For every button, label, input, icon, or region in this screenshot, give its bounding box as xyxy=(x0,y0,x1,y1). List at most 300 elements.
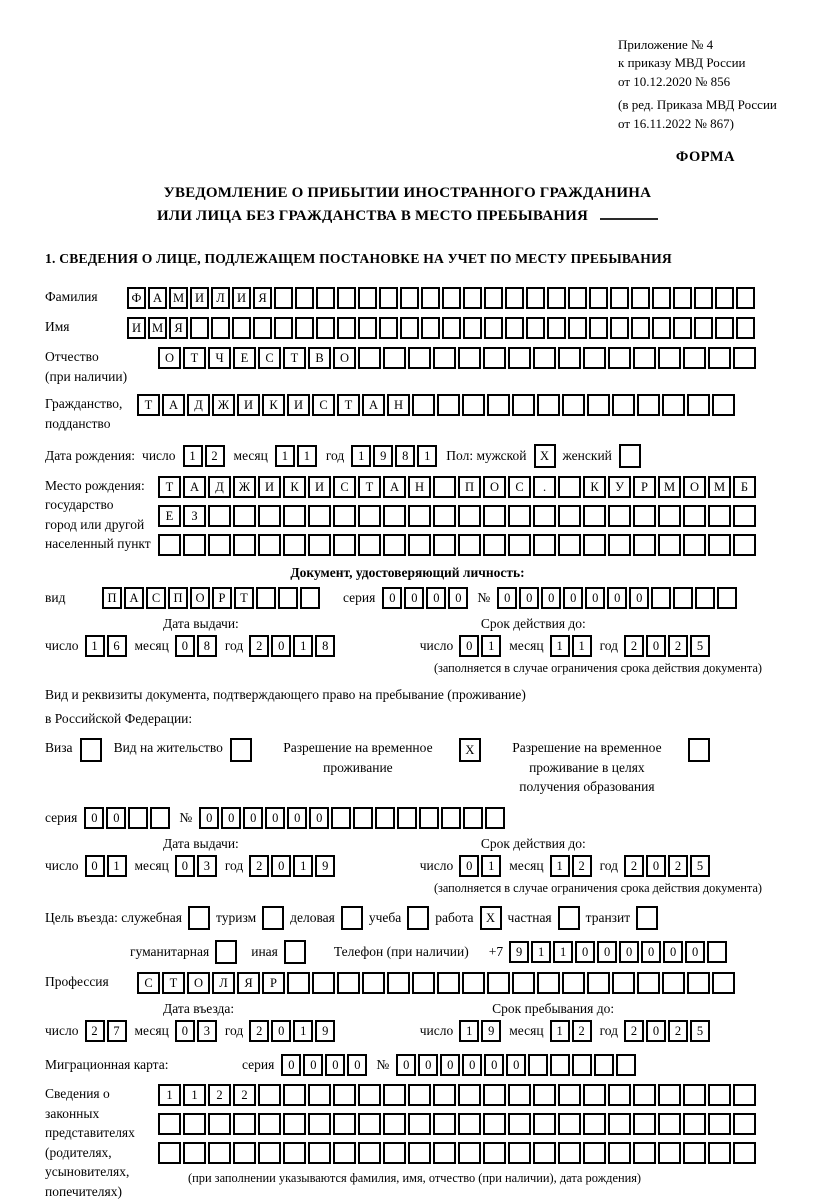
char-cell[interactable]: Д xyxy=(208,476,231,498)
char-cell[interactable] xyxy=(358,347,381,369)
char-cell[interactable] xyxy=(683,347,706,369)
char-cell[interactable] xyxy=(708,1113,731,1135)
char-cell[interactable]: 2 xyxy=(668,635,688,657)
char-cell[interactable]: 0 xyxy=(607,587,627,609)
char-cell[interactable] xyxy=(633,347,656,369)
char-cell[interactable]: 0 xyxy=(281,1054,301,1076)
char-cell[interactable] xyxy=(562,972,585,994)
char-cell[interactable]: 1 xyxy=(183,445,203,467)
char-cell[interactable]: 0 xyxy=(440,1054,460,1076)
char-cell[interactable] xyxy=(633,1084,656,1106)
char-cell[interactable]: 0 xyxy=(265,807,285,829)
char-cell[interactable] xyxy=(258,505,281,527)
char-cell[interactable] xyxy=(408,1084,431,1106)
char-cell[interactable] xyxy=(505,317,524,339)
char-cell[interactable]: 0 xyxy=(404,587,424,609)
char-cell[interactable] xyxy=(483,1113,506,1135)
char-cell[interactable]: 0 xyxy=(243,807,263,829)
char-cell[interactable] xyxy=(547,287,566,309)
char-cell[interactable] xyxy=(568,287,587,309)
char-cell[interactable] xyxy=(695,587,715,609)
char-cell[interactable] xyxy=(484,317,503,339)
char-cell[interactable] xyxy=(658,1084,681,1106)
char-cell[interactable] xyxy=(208,1142,231,1164)
char-cell[interactable] xyxy=(463,317,482,339)
char-cell[interactable] xyxy=(211,317,230,339)
char-cell[interactable]: 0 xyxy=(199,807,219,829)
char-cell[interactable]: 2 xyxy=(208,1084,231,1106)
char-cell[interactable] xyxy=(631,287,650,309)
char-cell[interactable]: Т xyxy=(137,394,160,416)
char-cell[interactable]: Т xyxy=(283,347,306,369)
char-cell[interactable] xyxy=(508,1113,531,1135)
char-cell[interactable] xyxy=(633,534,656,556)
char-cell[interactable] xyxy=(583,347,606,369)
char-cell[interactable]: 0 xyxy=(418,1054,438,1076)
char-cell[interactable]: 5 xyxy=(690,635,710,657)
char-cell[interactable] xyxy=(458,1113,481,1135)
char-cell[interactable]: 1 xyxy=(572,635,592,657)
char-cell[interactable] xyxy=(736,317,755,339)
char-cell[interactable]: Н xyxy=(408,476,431,498)
char-cell[interactable] xyxy=(462,972,485,994)
char-cell[interactable] xyxy=(383,534,406,556)
char-cell[interactable]: С xyxy=(137,972,160,994)
char-cell[interactable] xyxy=(715,317,734,339)
char-cell[interactable] xyxy=(437,972,460,994)
char-cell[interactable] xyxy=(283,534,306,556)
char-cell[interactable] xyxy=(190,317,209,339)
char-cell[interactable] xyxy=(508,347,531,369)
char-cell[interactable]: Т xyxy=(234,587,254,609)
char-cell[interactable] xyxy=(651,587,671,609)
char-cell[interactable] xyxy=(256,587,276,609)
char-cell[interactable] xyxy=(458,534,481,556)
char-cell[interactable]: 2 xyxy=(624,635,644,657)
char-cell[interactable] xyxy=(508,505,531,527)
char-cell[interactable] xyxy=(608,1142,631,1164)
char-cell[interactable] xyxy=(528,1054,548,1076)
char-cell[interactable]: 5 xyxy=(690,1020,710,1042)
char-cell[interactable] xyxy=(333,1084,356,1106)
char-cell[interactable] xyxy=(412,972,435,994)
char-cell[interactable] xyxy=(610,317,629,339)
char-cell[interactable]: 2 xyxy=(668,1020,688,1042)
char-cell[interactable]: 0 xyxy=(271,855,291,877)
char-cell[interactable] xyxy=(274,317,293,339)
char-cell[interactable]: О xyxy=(187,972,210,994)
char-cell[interactable]: 0 xyxy=(519,587,539,609)
char-cell[interactable] xyxy=(633,1142,656,1164)
char-cell[interactable] xyxy=(258,1142,281,1164)
char-cell[interactable] xyxy=(547,317,566,339)
char-cell[interactable]: 2 xyxy=(205,445,225,467)
char-cell[interactable]: Ж xyxy=(212,394,235,416)
char-cell[interactable]: С xyxy=(312,394,335,416)
char-cell[interactable] xyxy=(295,287,314,309)
char-cell[interactable]: 0 xyxy=(497,587,517,609)
char-cell[interactable]: 2 xyxy=(249,635,269,657)
char-cell[interactable]: 1 xyxy=(293,1020,313,1042)
char-cell[interactable]: 0 xyxy=(347,1054,367,1076)
char-cell[interactable] xyxy=(583,1142,606,1164)
char-cell[interactable] xyxy=(589,287,608,309)
char-cell[interactable]: Л xyxy=(212,972,235,994)
char-cell[interactable] xyxy=(487,394,510,416)
char-cell[interactable] xyxy=(589,317,608,339)
char-cell[interactable] xyxy=(308,1142,331,1164)
char-cell[interactable]: 0 xyxy=(303,1054,323,1076)
char-cell[interactable] xyxy=(283,505,306,527)
char-cell[interactable]: 1 xyxy=(550,855,570,877)
char-cell[interactable]: 1 xyxy=(275,445,295,467)
char-cell[interactable]: К xyxy=(283,476,306,498)
char-cell[interactable] xyxy=(383,347,406,369)
char-cell[interactable]: 1 xyxy=(183,1084,206,1106)
char-cell[interactable] xyxy=(652,317,671,339)
char-cell[interactable]: 0 xyxy=(106,807,126,829)
char-cell[interactable] xyxy=(683,1084,706,1106)
char-cell[interactable] xyxy=(631,317,650,339)
char-cell[interactable] xyxy=(687,394,710,416)
char-cell[interactable]: 8 xyxy=(197,635,217,657)
char-cell[interactable]: П xyxy=(102,587,122,609)
char-cell[interactable]: К xyxy=(262,394,285,416)
char-cell[interactable] xyxy=(458,505,481,527)
char-cell[interactable] xyxy=(183,1113,206,1135)
char-cell[interactable] xyxy=(353,807,373,829)
char-cell[interactable] xyxy=(485,807,505,829)
char-cell[interactable]: О xyxy=(158,347,181,369)
char-cell[interactable] xyxy=(558,1142,581,1164)
char-cell[interactable]: 0 xyxy=(84,807,104,829)
char-cell[interactable] xyxy=(687,972,710,994)
char-cell[interactable] xyxy=(233,1142,256,1164)
char-cell[interactable]: У xyxy=(608,476,631,498)
char-cell[interactable]: 1 xyxy=(481,635,501,657)
char-cell[interactable] xyxy=(683,505,706,527)
char-cell[interactable] xyxy=(526,317,545,339)
char-cell[interactable] xyxy=(421,287,440,309)
char-cell[interactable] xyxy=(308,1113,331,1135)
char-cell[interactable] xyxy=(433,1142,456,1164)
char-cell[interactable]: 0 xyxy=(459,855,479,877)
char-cell[interactable]: Т xyxy=(337,394,360,416)
char-cell[interactable]: Н xyxy=(387,394,410,416)
char-cell[interactable]: О xyxy=(333,347,356,369)
char-cell[interactable]: 0 xyxy=(396,1054,416,1076)
char-cell[interactable]: 7 xyxy=(107,1020,127,1042)
char-cell[interactable] xyxy=(683,1113,706,1135)
char-cell[interactable]: 0 xyxy=(563,587,583,609)
char-cell[interactable]: М xyxy=(658,476,681,498)
char-cell[interactable]: 1 xyxy=(553,941,573,963)
char-cell[interactable]: 0 xyxy=(175,1020,195,1042)
char-cell[interactable] xyxy=(558,534,581,556)
char-cell[interactable] xyxy=(316,287,335,309)
char-cell[interactable]: О xyxy=(190,587,210,609)
char-cell[interactable]: 1 xyxy=(550,1020,570,1042)
char-cell[interactable]: 8 xyxy=(395,445,415,467)
char-cell[interactable]: Е xyxy=(158,505,181,527)
char-cell[interactable]: Т xyxy=(158,476,181,498)
char-cell[interactable] xyxy=(408,1113,431,1135)
char-cell[interactable]: 2 xyxy=(572,855,592,877)
char-cell[interactable] xyxy=(295,317,314,339)
char-cell[interactable] xyxy=(633,1113,656,1135)
char-cell[interactable]: С xyxy=(146,587,166,609)
char-cell[interactable] xyxy=(508,1142,531,1164)
sex-male-checkbox[interactable]: X xyxy=(534,444,556,468)
char-cell[interactable] xyxy=(337,972,360,994)
char-cell[interactable]: И xyxy=(127,317,146,339)
char-cell[interactable] xyxy=(458,1142,481,1164)
char-cell[interactable] xyxy=(433,476,456,498)
char-cell[interactable] xyxy=(358,1113,381,1135)
char-cell[interactable]: 1 xyxy=(550,635,570,657)
char-cell[interactable] xyxy=(387,972,410,994)
char-cell[interactable] xyxy=(712,972,735,994)
char-cell[interactable] xyxy=(733,347,756,369)
char-cell[interactable] xyxy=(300,587,320,609)
char-cell[interactable]: 9 xyxy=(315,855,335,877)
char-cell[interactable] xyxy=(408,534,431,556)
char-cell[interactable]: 0 xyxy=(309,807,329,829)
char-cell[interactable]: А xyxy=(183,476,206,498)
char-cell[interactable] xyxy=(658,1113,681,1135)
char-cell[interactable] xyxy=(358,534,381,556)
char-cell[interactable] xyxy=(533,1084,556,1106)
char-cell[interactable]: 0 xyxy=(459,635,479,657)
char-cell[interactable] xyxy=(383,1084,406,1106)
char-cell[interactable] xyxy=(463,287,482,309)
char-cell[interactable] xyxy=(550,1054,570,1076)
char-cell[interactable]: 8 xyxy=(315,635,335,657)
char-cell[interactable] xyxy=(337,317,356,339)
char-cell[interactable] xyxy=(433,347,456,369)
char-cell[interactable] xyxy=(463,807,483,829)
char-cell[interactable]: 1 xyxy=(417,445,437,467)
char-cell[interactable]: 0 xyxy=(646,635,666,657)
char-cell[interactable] xyxy=(258,1113,281,1135)
char-cell[interactable] xyxy=(508,1084,531,1106)
char-cell[interactable]: 2 xyxy=(624,1020,644,1042)
char-cell[interactable]: 5 xyxy=(690,855,710,877)
char-cell[interactable]: Ж xyxy=(233,476,256,498)
char-cell[interactable] xyxy=(397,807,417,829)
char-cell[interactable] xyxy=(583,505,606,527)
char-cell[interactable] xyxy=(421,317,440,339)
char-cell[interactable]: 1 xyxy=(158,1084,181,1106)
char-cell[interactable]: . xyxy=(533,476,556,498)
char-cell[interactable] xyxy=(736,287,755,309)
char-cell[interactable] xyxy=(208,534,231,556)
char-cell[interactable]: 0 xyxy=(575,941,595,963)
char-cell[interactable] xyxy=(158,1113,181,1135)
char-cell[interactable] xyxy=(337,287,356,309)
char-cell[interactable] xyxy=(441,807,461,829)
char-cell[interactable]: М xyxy=(169,287,188,309)
char-cell[interactable]: П xyxy=(168,587,188,609)
char-cell[interactable] xyxy=(558,476,581,498)
char-cell[interactable]: 2 xyxy=(85,1020,105,1042)
char-cell[interactable]: 1 xyxy=(107,855,127,877)
char-cell[interactable] xyxy=(308,534,331,556)
char-cell[interactable] xyxy=(483,1142,506,1164)
char-cell[interactable]: Д xyxy=(187,394,210,416)
char-cell[interactable]: 1 xyxy=(459,1020,479,1042)
char-cell[interactable]: 0 xyxy=(646,1020,666,1042)
char-cell[interactable]: 3 xyxy=(197,855,217,877)
char-cell[interactable] xyxy=(608,1084,631,1106)
char-cell[interactable] xyxy=(331,807,351,829)
char-cell[interactable] xyxy=(658,505,681,527)
char-cell[interactable] xyxy=(673,287,692,309)
char-cell[interactable] xyxy=(558,505,581,527)
char-cell[interactable] xyxy=(437,394,460,416)
purpose-commercial-checkbox[interactable] xyxy=(341,906,363,930)
char-cell[interactable]: М xyxy=(148,317,167,339)
char-cell[interactable] xyxy=(400,287,419,309)
char-cell[interactable] xyxy=(612,394,635,416)
temp-residence-checkbox[interactable]: X xyxy=(459,738,481,762)
char-cell[interactable]: 1 xyxy=(293,635,313,657)
char-cell[interactable] xyxy=(316,317,335,339)
char-cell[interactable]: 0 xyxy=(271,635,291,657)
char-cell[interactable]: 0 xyxy=(85,855,105,877)
char-cell[interactable] xyxy=(458,347,481,369)
char-cell[interactable] xyxy=(558,1113,581,1135)
char-cell[interactable]: 0 xyxy=(271,1020,291,1042)
char-cell[interactable] xyxy=(683,534,706,556)
char-cell[interactable] xyxy=(433,1084,456,1106)
char-cell[interactable] xyxy=(408,1142,431,1164)
char-cell[interactable] xyxy=(333,1113,356,1135)
char-cell[interactable] xyxy=(572,1054,592,1076)
char-cell[interactable]: С xyxy=(258,347,281,369)
residence-permit-checkbox[interactable] xyxy=(230,738,252,762)
char-cell[interactable]: 0 xyxy=(325,1054,345,1076)
char-cell[interactable] xyxy=(683,1142,706,1164)
char-cell[interactable] xyxy=(533,1113,556,1135)
char-cell[interactable]: 0 xyxy=(663,941,683,963)
char-cell[interactable] xyxy=(150,807,170,829)
char-cell[interactable]: Р xyxy=(262,972,285,994)
char-cell[interactable] xyxy=(333,534,356,556)
char-cell[interactable]: 2 xyxy=(572,1020,592,1042)
char-cell[interactable]: 2 xyxy=(249,1020,269,1042)
purpose-humanitarian-checkbox[interactable] xyxy=(215,940,237,964)
char-cell[interactable]: 9 xyxy=(373,445,393,467)
char-cell[interactable]: 0 xyxy=(629,587,649,609)
char-cell[interactable]: Я xyxy=(237,972,260,994)
char-cell[interactable]: 0 xyxy=(382,587,402,609)
char-cell[interactable]: Т xyxy=(183,347,206,369)
purpose-study-checkbox[interactable] xyxy=(407,906,429,930)
char-cell[interactable] xyxy=(612,972,635,994)
char-cell[interactable]: 0 xyxy=(685,941,705,963)
char-cell[interactable]: Е xyxy=(233,347,256,369)
char-cell[interactable] xyxy=(708,347,731,369)
char-cell[interactable]: Р xyxy=(212,587,232,609)
char-cell[interactable]: Я xyxy=(169,317,188,339)
purpose-transit-checkbox[interactable] xyxy=(636,906,658,930)
char-cell[interactable] xyxy=(508,534,531,556)
visa-checkbox[interactable] xyxy=(80,738,102,762)
purpose-business-checkbox[interactable] xyxy=(188,906,210,930)
char-cell[interactable] xyxy=(610,287,629,309)
char-cell[interactable] xyxy=(733,1142,756,1164)
char-cell[interactable] xyxy=(278,587,298,609)
char-cell[interactable] xyxy=(587,972,610,994)
sex-female-checkbox[interactable] xyxy=(619,444,641,468)
char-cell[interactable]: А xyxy=(383,476,406,498)
char-cell[interactable] xyxy=(658,347,681,369)
char-cell[interactable]: 0 xyxy=(541,587,561,609)
char-cell[interactable] xyxy=(462,394,485,416)
char-cell[interactable] xyxy=(412,394,435,416)
char-cell[interactable] xyxy=(483,505,506,527)
char-cell[interactable] xyxy=(608,505,631,527)
char-cell[interactable]: А xyxy=(362,394,385,416)
char-cell[interactable]: И xyxy=(232,287,251,309)
char-cell[interactable] xyxy=(484,287,503,309)
char-cell[interactable] xyxy=(458,1084,481,1106)
char-cell[interactable] xyxy=(658,534,681,556)
purpose-work-checkbox[interactable]: X xyxy=(480,906,502,930)
char-cell[interactable]: 0 xyxy=(641,941,661,963)
char-cell[interactable] xyxy=(312,972,335,994)
char-cell[interactable]: 1 xyxy=(531,941,551,963)
char-cell[interactable] xyxy=(208,505,231,527)
char-cell[interactable]: О xyxy=(483,476,506,498)
char-cell[interactable] xyxy=(358,317,377,339)
char-cell[interactable]: 0 xyxy=(175,855,195,877)
char-cell[interactable] xyxy=(533,1142,556,1164)
char-cell[interactable]: М xyxy=(708,476,731,498)
char-cell[interactable]: 1 xyxy=(293,855,313,877)
char-cell[interactable] xyxy=(287,972,310,994)
char-cell[interactable] xyxy=(483,534,506,556)
char-cell[interactable]: Т xyxy=(358,476,381,498)
char-cell[interactable]: 2 xyxy=(624,855,644,877)
char-cell[interactable] xyxy=(537,972,560,994)
char-cell[interactable] xyxy=(408,505,431,527)
char-cell[interactable]: 1 xyxy=(351,445,371,467)
char-cell[interactable] xyxy=(308,505,331,527)
char-cell[interactable] xyxy=(258,1084,281,1106)
char-cell[interactable] xyxy=(733,1113,756,1135)
char-cell[interactable]: Л xyxy=(211,287,230,309)
char-cell[interactable]: 0 xyxy=(221,807,241,829)
char-cell[interactable] xyxy=(483,1084,506,1106)
char-cell[interactable] xyxy=(379,317,398,339)
char-cell[interactable] xyxy=(283,1113,306,1135)
char-cell[interactable] xyxy=(708,534,731,556)
char-cell[interactable] xyxy=(712,394,735,416)
temp-residence-education-checkbox[interactable] xyxy=(688,738,710,762)
char-cell[interactable]: А xyxy=(162,394,185,416)
char-cell[interactable]: И xyxy=(237,394,260,416)
char-cell[interactable]: К xyxy=(583,476,606,498)
char-cell[interactable] xyxy=(673,317,692,339)
char-cell[interactable] xyxy=(232,317,251,339)
char-cell[interactable] xyxy=(608,534,631,556)
char-cell[interactable]: И xyxy=(190,287,209,309)
char-cell[interactable]: 0 xyxy=(585,587,605,609)
char-cell[interactable] xyxy=(483,347,506,369)
char-cell[interactable] xyxy=(512,394,535,416)
